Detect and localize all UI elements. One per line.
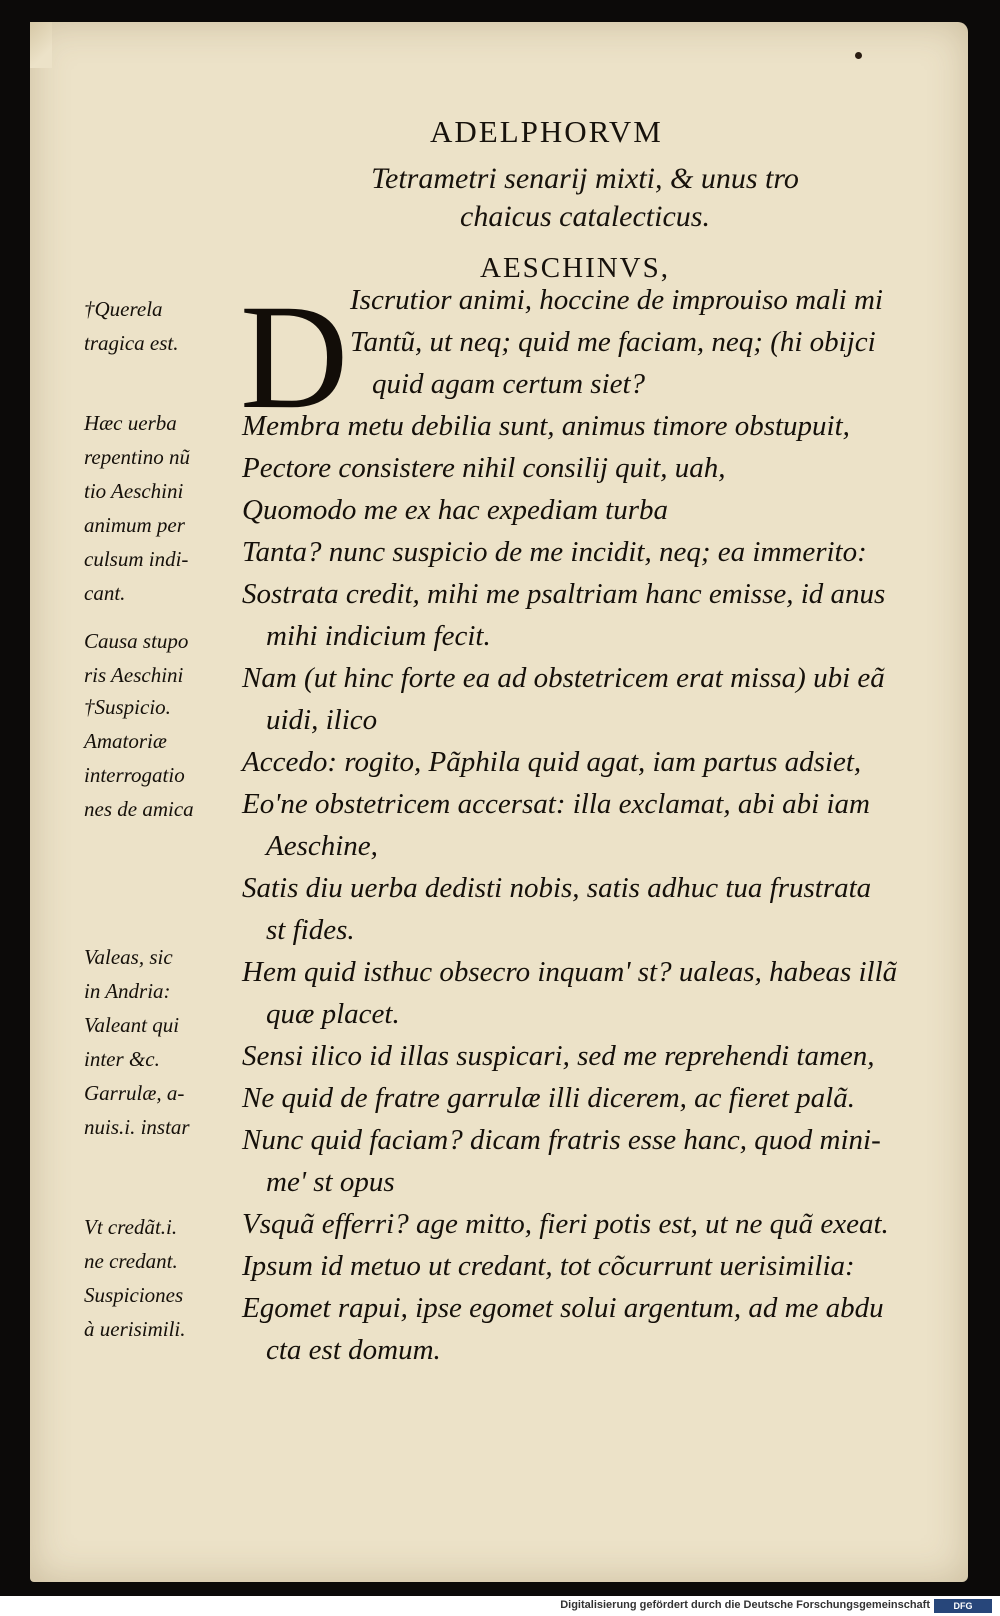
margin-note-line: cant. [84, 581, 126, 605]
verse-line: Sostrata credit, mihi me psaltriam hanc emisse, id anus [242, 578, 886, 610]
margin-note-line: Hæc uerba [84, 411, 177, 435]
verse-line: Tanta? nunc suspicio de me incidit, neq; ea immerito: [242, 536, 867, 568]
verse-line: mihi indicium fecit. [266, 620, 491, 652]
verse-line: Ipsum id metuo ut credant, tot cõcurrunt uerisimilia: [242, 1250, 855, 1282]
margin-note [84, 1076, 190, 1144]
verse-line: quid agam certum siet? [372, 368, 646, 400]
margin-note [84, 1278, 186, 1346]
verse-line: Egomet rapui, ipse egomet solui argentum, ad me abdu [242, 1292, 884, 1324]
margin-note-line: Amatoriæ [84, 729, 167, 753]
verse-line: Pectore consistere nihil consilij quit, uah, [242, 452, 726, 484]
margin-note-line: Suspiciones [84, 1283, 184, 1307]
verse-line: me' st opus [266, 1166, 395, 1198]
margin-note-line: à uerisimili. [84, 1317, 186, 1341]
verse-line: cta est domum. [266, 1334, 441, 1366]
margin-note [84, 940, 179, 1076]
verse-line: Aeschine, [266, 830, 378, 862]
digitization-credit: Digitalisierung gefördert durch die Deutsche Forschungsgemeinschaft [560, 1599, 930, 1611]
margin-note-line: nes de amica [84, 797, 194, 821]
margin-note-line: Garrulæ, a- [84, 1081, 185, 1105]
margin-note-line: Vt credãt.i. [84, 1215, 178, 1239]
verse-line: Satis diu uerba dedisti nobis, satis adhuc tua frustrata [242, 872, 872, 904]
verse-line: Quomodo me ex hac expediam turba [242, 494, 669, 526]
margin-note [84, 724, 194, 826]
margin-note-line: tio Aeschini [84, 479, 184, 503]
verse-line: Hem quid isthuc obsecro inquam' st? ualeas, habeas illã [242, 956, 898, 988]
margin-note [84, 690, 171, 724]
margin-note-line: ris Aeschini [84, 663, 184, 687]
speaker-name: AESCHINVS, [480, 252, 670, 284]
margin-note-line: nuis.i. instar [84, 1115, 190, 1139]
verse-line: uidi, ilico [266, 704, 378, 736]
verse-line: Accedo: rogito, Pãphila quid agat, iam partus adsiet, [242, 746, 862, 778]
drop-cap: D [240, 274, 349, 440]
page-corner-fold [30, 22, 52, 68]
margin-note-line: interrogatio [84, 763, 185, 787]
margin-note-line: ne credant. [84, 1249, 178, 1273]
verse-line: st fides. [266, 914, 355, 946]
subtitle-line-1: Tetrametri senarij mixti, & unus tro [371, 162, 799, 195]
running-head: ADELPHORVM [430, 114, 663, 149]
margin-note [84, 292, 179, 360]
margin-note-line: culsum indi- [84, 547, 189, 571]
verse-line: Nam (ut hinc forte ea ad obstetricem erat missa) ubi eã [242, 662, 885, 694]
margin-note [84, 624, 188, 692]
verse-line: Iscrutior animi, hoccine de improuiso mali mi [350, 284, 883, 316]
margin-note-line: Valeas, sic [84, 945, 173, 969]
margin-note-line: tragica est. [84, 331, 179, 355]
margin-note-line: †Querela [84, 297, 163, 321]
margin-note-line: Causa stupo [84, 629, 189, 653]
margin-note-line: inter &c. [84, 1047, 160, 1071]
dfg-logo: DFG [934, 1599, 992, 1613]
ink-mark [855, 52, 862, 59]
verse-line: Vsquã efferri? age mitto, fieri potis est, ut ne quã exeat. [242, 1208, 889, 1240]
verse-line: Nunc quid faciam? dicam fratris esse hanc, quod mini- [242, 1124, 881, 1156]
margin-note-line: animum per [84, 513, 185, 537]
margin-note-line: in Andria: [84, 979, 171, 1003]
margin-note [84, 1210, 178, 1278]
margin-note-line: †Suspicio. [84, 695, 171, 719]
verse-line: Tantũ, ut neq; quid me faciam, neq; (hi obijci [350, 326, 876, 358]
verse-line: Sensi ilico id illas suspicari, sed me reprehendi tamen, [242, 1040, 875, 1072]
subtitle-line-2: chaicus catalecticus. [460, 200, 710, 233]
verse-line: Ne quid de fratre garrulæ illi dicerem, ac fieret palã. [242, 1082, 855, 1114]
verse-line: Eo'ne obstetricem accersat: illa exclamat, abi abi iam [242, 788, 870, 820]
verse-line: Membra metu debilia sunt, animus timore obstupuit, [242, 410, 850, 442]
margin-note-line: Valeant qui [84, 1013, 180, 1037]
verse-line: quæ placet. [266, 998, 400, 1030]
margin-note [84, 406, 190, 610]
margin-note-line: repentino nũ [84, 445, 190, 469]
